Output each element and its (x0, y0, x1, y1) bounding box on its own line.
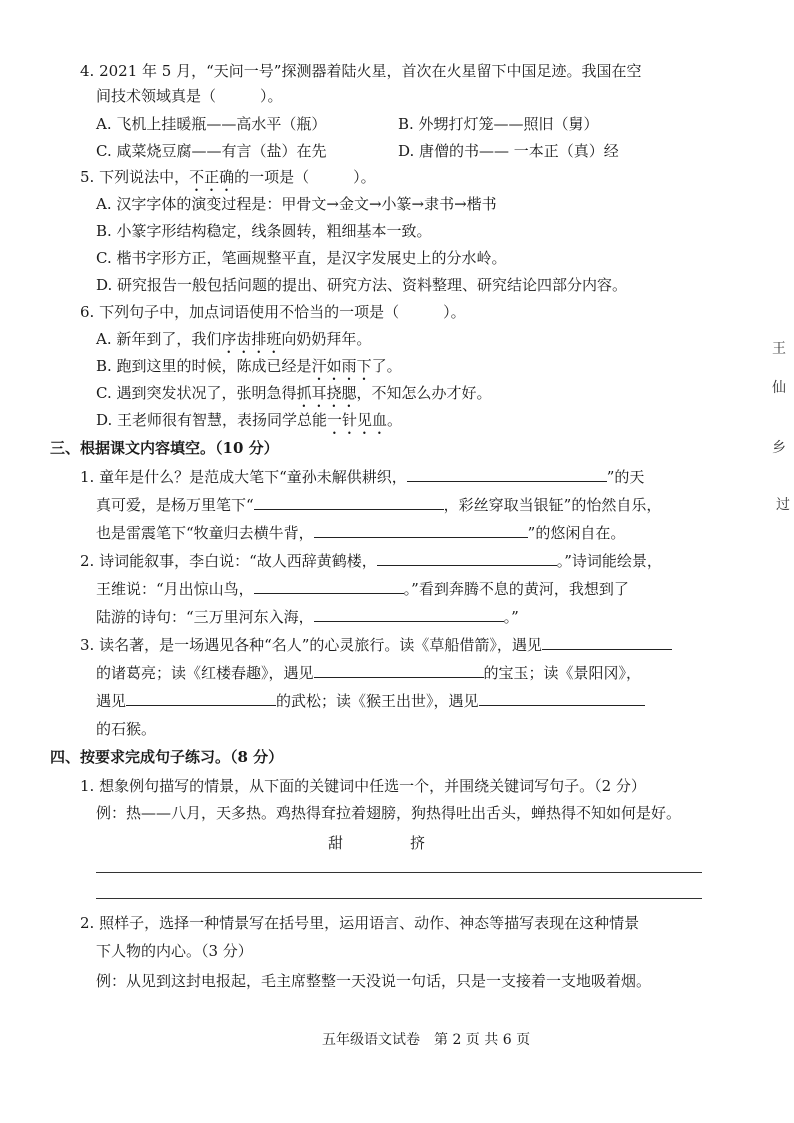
q4-stem-line2 (96, 85, 283, 107)
sec3-p2-text-4: 。”看到奔腾不息的黄河，我想到了 (403, 580, 629, 598)
sec3-blank-3[interactable] (314, 522, 528, 538)
keyword-tian: 甜 (328, 834, 344, 852)
sec3-p1-text: 1. 童年是什么？是范成大笔下“童孙未解供耕织， (80, 468, 407, 486)
sec3-blank-7[interactable] (542, 634, 672, 650)
q5-stem-text-2: 的一项是（ (234, 168, 310, 186)
sec3-p3-line4: 的石猴。 (96, 720, 157, 738)
q4-option-b: B. 外甥打灯笼——照旧（舅） (398, 115, 599, 133)
sec3-p3-text-5: 的武松；读《猴王出世》，遇见 (276, 692, 479, 710)
q6-c-emphasis: 抓耳挠腮 (296, 384, 357, 402)
q6-stem-end: ）。 (443, 303, 466, 321)
sec3-blank-1[interactable] (407, 466, 607, 482)
margin-glyph-2: 仙 (772, 380, 786, 396)
q4-option-c: C. 咸菜烧豆腐——有言（盐）在先 (96, 142, 327, 160)
margin-glyph-4: 过 (776, 497, 790, 513)
q6-stem (80, 301, 466, 323)
sec3-p3-text-2: 的诸葛亮；读《红楼春趣》，遇见 (96, 664, 314, 682)
sec3-blank-4[interactable] (377, 550, 557, 566)
q6-a-text-2: 向奶奶拜年。 (281, 330, 372, 348)
sec4-p2-line1: 2. 照样子，选择一种情景写在括号里，运用语言、动作、神态等描写表现在这种情景 (80, 914, 640, 932)
sec3-p2-text-2: 。”诗词能绘景， (556, 552, 662, 570)
q6-c-text: C. 遇到突发状况了，张明急得 (96, 384, 297, 402)
sec3-p3-line1 (80, 634, 672, 656)
q6-a-emphasis: 序齿排班 (221, 330, 282, 348)
sec3-p2-line2 (96, 578, 629, 600)
sec3-p1-text-4: ，彩丝穿取当银钲”的怡然自乐， (443, 496, 662, 514)
sec3-p1-text-5: 也是雷震笔下“牧童归去横牛背， (96, 524, 314, 542)
sec3-blank-9[interactable] (126, 690, 276, 706)
sec3-p1-text-2: ”的天 (606, 468, 645, 486)
q5-option-d: D. 研究报告一般包括问题的提出、研究方法、资料整理、研究结论四部分内容。 (96, 276, 628, 294)
page-footer: 五年级语文试卷 第 2 页 共 6 页 (322, 1032, 531, 1048)
q6-b-text-2: 了。 (371, 357, 402, 375)
sec3-p1-line3 (96, 522, 625, 544)
sec3-p2-text: 2. 诗词能叙事，李白说：“故人西辞黄鹤楼， (80, 552, 377, 570)
sec3-blank-5[interactable] (254, 578, 404, 594)
sec3-p2-text-6: 。” (503, 608, 519, 626)
sec3-blank-2[interactable] (254, 494, 444, 510)
q5-stem (80, 166, 376, 195)
answer-line-2[interactable] (96, 898, 702, 899)
sec3-blank-10[interactable] (479, 690, 645, 706)
sec3-blank-8[interactable] (314, 662, 484, 678)
q6-b-emphasis: 汗如雨下 (311, 357, 372, 375)
sec3-p1-line1 (80, 466, 644, 488)
keyword-ji: 挤 (410, 834, 426, 852)
sec3-p2-text-5: 陆游的诗句：“三万里河东入海， (96, 608, 314, 626)
q6-d-text: D. 王老师很有智慧，表扬同学总能 (96, 411, 328, 429)
sec4-p1-line1: 1. 想象例句描写的情景，从下面的关键词中任选一个，并围绕关键词写句子。（2 分） (80, 777, 646, 795)
sec3-blank-6[interactable] (314, 606, 504, 622)
sec3-p1-text-6: ”的悠闲自在。 (527, 524, 626, 542)
sec3-p3-text-3: 的宝玉；读《景阳冈》， (483, 664, 642, 682)
q5-option-b: B. 小篆字形结构稳定，线条圆转，粗细基本一致。 (96, 222, 432, 240)
sec3-p1-text-3: 真可爱，是杨万里笔下“ (96, 496, 254, 514)
q4-stem-line1: 4. 2021 年 5 月，“天问一号”探测器着陆火星，首次在火星留下中国足迹。我国在空 (80, 62, 642, 80)
q6-d-emphasis: 一针见血 (327, 411, 388, 429)
q5-stem-end: ）。 (353, 168, 376, 186)
q6-a-text: A. 新年到了，我们 (96, 330, 222, 348)
sec3-p3-text: 3. 读名著，是一场遇见各种“名人”的心灵旅行。读《草船借箭》，遇见 (80, 636, 542, 654)
sec3-p2-text-3: 王维说：“月出惊山鸟， (96, 580, 254, 598)
q4-stem-end: ）。 (260, 87, 283, 105)
sec3-p1-line2 (96, 494, 661, 516)
q6-c-text-2: ，不知怎么办才好。 (356, 384, 492, 402)
margin-glyph-3: 乡 (772, 440, 786, 456)
sec4-p1-example: 例：热——八月，天多热。鸡热得耷拉着翅膀，狗热得吐出舌头，蝉热得不知如何是好。 (96, 804, 682, 822)
q6-b-text: B. 跑到这里的时候，陈成已经是 (96, 357, 312, 375)
sec3-p2-line1 (80, 550, 662, 572)
sec3-p3-text-4: 遇见 (96, 692, 127, 710)
q6-d-text-2: 。 (387, 411, 403, 429)
sec3-p3-line2 (96, 662, 641, 684)
section-3-title: 三、根据课文内容填空。（10 分） (50, 439, 279, 457)
q6-stem-text: 6. 下列句子中，加点词语使用不恰当的一项是（ (80, 303, 400, 321)
q4-option-d: D. 唐僧的书—— 一本正（真）经 (398, 142, 619, 160)
q6-option-d (96, 409, 402, 438)
sec3-p2-line3 (96, 606, 519, 628)
margin-glyph-1: 王 (772, 341, 786, 357)
answer-line-1[interactable] (96, 872, 702, 873)
q4-stem-text: 间技术领域真是（ (96, 87, 217, 105)
q6-option-c (96, 382, 492, 411)
q5-option-c: C. 楷书字形方正，笔画规整平直，是汉字发展史上的分水岭。 (96, 249, 507, 267)
sec4-p2-example: 例：从见到这封电报起，毛主席整整一天没说一句话，只是一支接着一支地吸着烟。 (96, 972, 652, 990)
sec4-p2-line2: 下人物的内心。（3 分） (96, 942, 253, 960)
q6-option-b (96, 355, 402, 384)
q5-stem-emphasis: 不正确 (189, 168, 235, 186)
q4-option-a: A. 飞机上挂暖瓶——高水平（瓶） (96, 115, 327, 133)
q5-option-a: A. 汉字字体的演变过程是：甲骨文→金文→小篆→隶书→楷书 (96, 195, 497, 213)
q6-option-a (96, 328, 371, 357)
sec3-p3-line3 (96, 690, 645, 712)
q5-stem-text: 5. 下列说法中， (80, 168, 190, 186)
section-4-title: 四、按要求完成句子练习。（8 分） (50, 748, 284, 766)
